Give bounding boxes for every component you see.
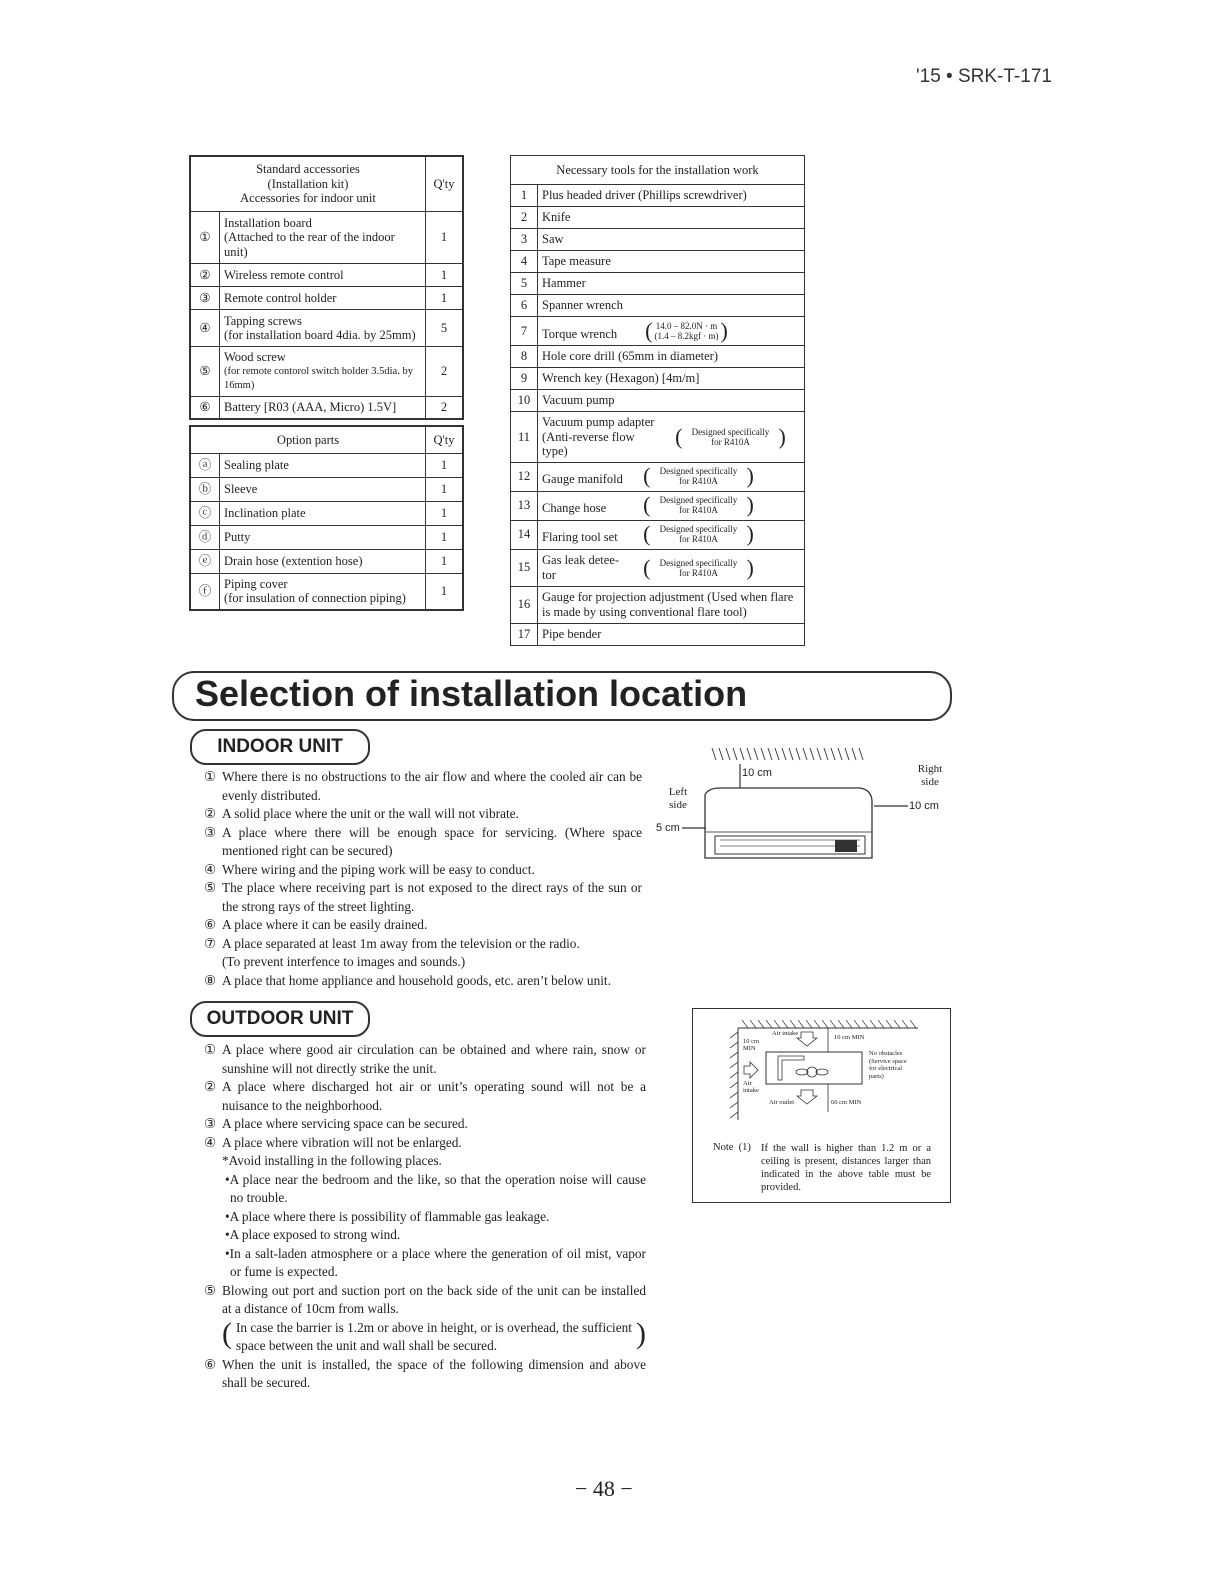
options-header: Option parts: [190, 426, 426, 453]
tool-no: 9: [511, 368, 538, 390]
option-item: Inclination plate: [220, 501, 426, 525]
accessories-header: Standard accessories (Installation kit) Accessories for indoor unit: [190, 156, 426, 212]
option-qty: 1: [426, 573, 464, 610]
option-no: ⓑ: [190, 477, 220, 501]
document-id: '15 • SRK-T-171: [916, 66, 1052, 87]
item-text: A place where servicing space can be secured.: [222, 1116, 468, 1131]
tool-item: Flaring tool set: [542, 530, 618, 545]
item-text: A place where vibration will not be enlarged.: [222, 1134, 462, 1150]
tool-item: Hammer: [538, 273, 805, 295]
tool-no: 12: [511, 462, 538, 491]
item-text: A place where there will be enough space for servicing. (Where space mentioned right can be secured): [222, 824, 642, 858]
wall-hatch-left: [730, 1032, 738, 1118]
option-no: ⓕ: [190, 573, 220, 610]
tool-no: 7: [511, 317, 538, 346]
tool-note-paren: ( 14.0 – 82.0N · m (1.4 – 8.2kgf · m) ): [645, 317, 728, 343]
tool-item-cell: [538, 317, 805, 346]
option-parts-table: [189, 425, 464, 611]
option-item: Putty: [220, 525, 426, 549]
item-marker: ②: [204, 806, 216, 821]
list-item: [204, 861, 642, 880]
tool-item: Tape measure: [538, 251, 805, 273]
tool-note: Designed specifically for R410A: [659, 524, 738, 545]
option-item: Piping cover (for insulation of connection piping): [220, 573, 426, 610]
air-intake-left-label: Air intake: [743, 1080, 759, 1094]
outdoor-clearance-diagram: [692, 1008, 949, 1138]
item-marker: ①: [204, 769, 216, 784]
indoor-top-clearance: 10 cm: [742, 767, 772, 779]
tool-no: 6: [511, 295, 538, 317]
no-obstacles-label: No obstacles (Service space for electrical parts): [869, 1050, 907, 1080]
option-qty: 1: [426, 525, 464, 549]
accessories-qty-header: Q'ty: [426, 156, 464, 212]
option-item: Drain hose (extention hose): [220, 549, 426, 573]
tool-no: 1: [511, 185, 538, 207]
tool-no: 17: [511, 623, 538, 645]
tool-item: Gas leak detee- tor: [542, 553, 620, 582]
ceiling-hatch: [712, 748, 863, 760]
tool-item: Change hose: [542, 501, 607, 516]
tool-no: 2: [511, 207, 538, 229]
list-item: [204, 1078, 646, 1115]
item-text: The place where receiving part is not exposed to the direct rays of the sun or the strong rays of the street lighting.: [222, 880, 642, 914]
item-text: A place where good air circulation can be obtained and where rain, snow or sunshine will not directly strike the unit.: [222, 1042, 646, 1076]
paren-close: ): [636, 1316, 646, 1350]
tools-table: [510, 155, 805, 646]
tool-item: Gauge for projection adjustment (Used when flare is made by using conventional flare tool): [538, 586, 805, 623]
accessory-no: ①: [190, 212, 220, 264]
accessory-no: ②: [190, 264, 220, 287]
tool-no: 3: [511, 229, 538, 251]
list-item: [204, 824, 642, 861]
accessory-qty: 5: [426, 310, 464, 347]
item-marker: ⑤: [204, 1282, 216, 1298]
list-item: [204, 879, 642, 916]
tool-item: Wrench key (Hexagon) [4m/m]: [538, 368, 805, 390]
tool-note-paren: ( Designed specifically for R410A ): [643, 463, 754, 489]
indoor-list: [204, 768, 642, 990]
tool-item: Saw: [538, 229, 805, 251]
option-item: Sleeve: [220, 477, 426, 501]
receiver-window: [835, 840, 857, 852]
accessory-item-sub: (for remote contorol switch holder 3.5dia. by 16mm): [224, 365, 413, 391]
tool-note: 14.0 – 82.0N · m (1.4 – 8.2kgf · m): [654, 320, 719, 341]
accessory-item: Battery [R03 (AAA, Micro) 1.5V]: [220, 397, 426, 419]
tool-item: Spanner wrench: [538, 295, 805, 317]
section-title: Selection of installation location: [195, 673, 748, 714]
item-marker: ③: [204, 1116, 216, 1131]
page-number: − 48 −: [575, 1476, 633, 1501]
item-marker: ④: [204, 1134, 216, 1150]
avoid-item: •In a salt-laden atmosphere or a place where the generation of oil mist, vapor or fume is expected.: [225, 1245, 646, 1279]
indoor-unit-label: INDOOR UNIT: [190, 729, 370, 765]
indoor-clearance-diagram: [650, 740, 950, 870]
item-text: A place separated at least 1m away from the television or the radio.: [222, 935, 580, 951]
accessories-table: [189, 155, 464, 420]
note-text: If the wall is higher than 1.2 m or a ceiling is present, distances larger than indicated in the above table must be provided.: [761, 1143, 931, 1193]
avoid-item: •A place where there is possibility of flammable gas leakage.: [225, 1208, 550, 1224]
list-item: [204, 1282, 646, 1319]
option-no: ⓓ: [190, 525, 220, 549]
air-intake-top-arrow: [797, 1032, 817, 1046]
avoid-item: •A place exposed to strong wind.: [225, 1227, 401, 1242]
accessory-no: ⑤: [190, 347, 220, 397]
air-outlet-arrow: [797, 1090, 817, 1104]
item-marker: ⑦: [204, 935, 216, 951]
item-text: A place that home appliance and household goods, etc. aren’t below unit.: [222, 972, 611, 988]
tool-no: 8: [511, 346, 538, 368]
tool-no: 13: [511, 491, 538, 520]
list-item: [204, 1115, 646, 1134]
tool-note: Designed specifically for R410A: [659, 466, 738, 487]
tool-no: 14: [511, 520, 538, 549]
tool-no: 5: [511, 273, 538, 295]
indoor-left-clearance: 5 cm: [656, 822, 680, 834]
wall-hatch-top: [742, 1020, 916, 1028]
tool-item: Hole core drill (65mm in diameter): [538, 346, 805, 368]
option-qty: 1: [426, 477, 464, 501]
tool-item: Gauge manifold: [542, 472, 623, 487]
option-no: ⓐ: [190, 453, 220, 477]
item-marker: ②: [204, 1079, 216, 1094]
tool-item-cell: [538, 549, 805, 586]
bottom-min-label: 60 cm MIN: [831, 1099, 862, 1106]
accessory-qty: 1: [426, 264, 464, 287]
tool-item: Torque wrench: [542, 326, 618, 341]
accessory-qty: 1: [426, 212, 464, 264]
tool-no: 11: [511, 412, 538, 463]
item-marker: ⑤: [204, 880, 216, 895]
accessory-item-cell: [220, 347, 426, 397]
avoid-item: •A place near the bedroom and the like, so that the operation noise will cause no trouble.: [225, 1171, 646, 1205]
option-no: ⓔ: [190, 549, 220, 573]
tools-header: Necessary tools for the installation work: [511, 156, 805, 185]
indoor-right-clearance: 10 cm: [909, 800, 939, 812]
accessory-qty: 2: [426, 347, 464, 397]
tool-note: Designed specifically for R410A: [659, 495, 738, 516]
item5-note-wrap: [204, 1316, 646, 1356]
list-item: [204, 768, 642, 805]
tool-item: Vacuum pump: [538, 390, 805, 412]
accessory-item: Tapping screws (for installation board 4dia. by 25mm): [220, 310, 426, 347]
air-intake-top-label: Air intake: [772, 1030, 799, 1037]
accessory-item: Wood screw: [224, 350, 286, 365]
item-text: A solid place where the unit or the wall will not vibrate.: [222, 806, 519, 821]
item-marker: ⑧: [204, 972, 216, 988]
options-qty-header: Q'ty: [426, 426, 464, 453]
air-outlet-label: Air outlet: [769, 1099, 795, 1106]
item-marker: ①: [204, 1042, 216, 1057]
indoor-right-label: Right side: [917, 763, 943, 788]
tool-note: Designed specifically for R410A: [659, 557, 738, 578]
option-qty: 1: [426, 501, 464, 525]
item-text: A place where it can be easily drained.: [222, 917, 428, 932]
list-item: [204, 805, 642, 824]
outdoor-unit-body: [766, 1052, 862, 1084]
accessory-item: Remote control holder: [220, 287, 426, 310]
item-text: When the unit is installed, the space of the following dimension and above shall be secured.: [222, 1356, 646, 1390]
tool-item-cell: [538, 491, 805, 520]
option-item: Sealing plate: [220, 453, 426, 477]
item-text: Blowing out port and suction port on the back side of the unit can be installed at a distance of 10cm from walls.: [222, 1282, 646, 1316]
accessory-item: Installation board (Attached to the rear of the indoor unit): [220, 212, 426, 264]
accessory-qty: 2: [426, 397, 464, 419]
list-item: [204, 1134, 646, 1153]
outdoor-list: [204, 1041, 646, 1393]
tool-item-cell: [538, 412, 805, 463]
item-text: Where there is no obstructions to the air flow and where the cooled air can be evenly distributed.: [222, 769, 642, 803]
item-subtext: (To prevent interfence to images and sounds.): [222, 954, 466, 969]
tool-no: 4: [511, 251, 538, 273]
list-item: [204, 1041, 646, 1078]
option-no: ⓒ: [190, 501, 220, 525]
tool-note-paren: ( Designed specifically for R410A ): [643, 492, 754, 518]
tool-item: Knife: [538, 207, 805, 229]
tool-note-paren: ( Designed specifically for R410A ): [643, 521, 754, 547]
list-item: [204, 1356, 646, 1393]
tool-item: Pipe bender: [538, 623, 805, 645]
accessory-qty: 1: [426, 287, 464, 310]
item-text: Where wiring and the piping work will be easy to conduct.: [222, 861, 535, 877]
tool-item: Plus headed driver (Phillips screwdriver): [538, 185, 805, 207]
tool-note: Designed specifically for R410A: [691, 426, 770, 447]
item-text: A place where discharged hot air or unit’s operating sound will not be a nuisance to the neighborhood.: [222, 1079, 646, 1113]
tool-item-cell: [538, 462, 805, 491]
tool-item-cell: [538, 520, 805, 549]
item-marker: ④: [204, 861, 216, 877]
item-marker: ⑥: [204, 917, 216, 932]
item5-note: In case the barrier is 1.2m or above in height, or is overhead, the sufficient space between the unit and wall shall be secured.: [236, 1319, 632, 1353]
accessory-no: ④: [190, 310, 220, 347]
accessory-no: ⑥: [190, 397, 220, 419]
tool-no: 16: [511, 586, 538, 623]
tool-note-paren: ( Designed specifically for R410A ): [643, 554, 754, 580]
item-marker: ⑥: [204, 1356, 216, 1372]
list-item: [204, 916, 642, 935]
accessory-no: ③: [190, 287, 220, 310]
list-item: [204, 972, 642, 991]
avoid-title: *Avoid installing in the following places.: [222, 1153, 442, 1168]
option-qty: 1: [426, 453, 464, 477]
indoor-left-label: Left side: [668, 786, 688, 811]
tool-item: Vacuum pump adapter (Anti-reverse flow type): [542, 415, 655, 458]
outdoor-unit-label: OUTDOOR UNIT: [190, 1001, 370, 1037]
option-qty: 1: [426, 549, 464, 573]
tool-no: 10: [511, 390, 538, 412]
top-min-label: 10 cm MIN: [834, 1034, 865, 1041]
paren-open: (: [222, 1316, 232, 1350]
tool-no: 15: [511, 549, 538, 586]
tool-note-paren: ( Designed specifically for R410A ): [675, 423, 786, 449]
item-marker: ③: [204, 824, 216, 840]
accessory-item: Wireless remote control: [220, 264, 426, 287]
left-min-label: 10 cm MIN: [743, 1038, 760, 1052]
list-item: [204, 935, 642, 972]
air-intake-left-arrow: [744, 1062, 758, 1078]
note-label: Note (1): [713, 1142, 751, 1153]
